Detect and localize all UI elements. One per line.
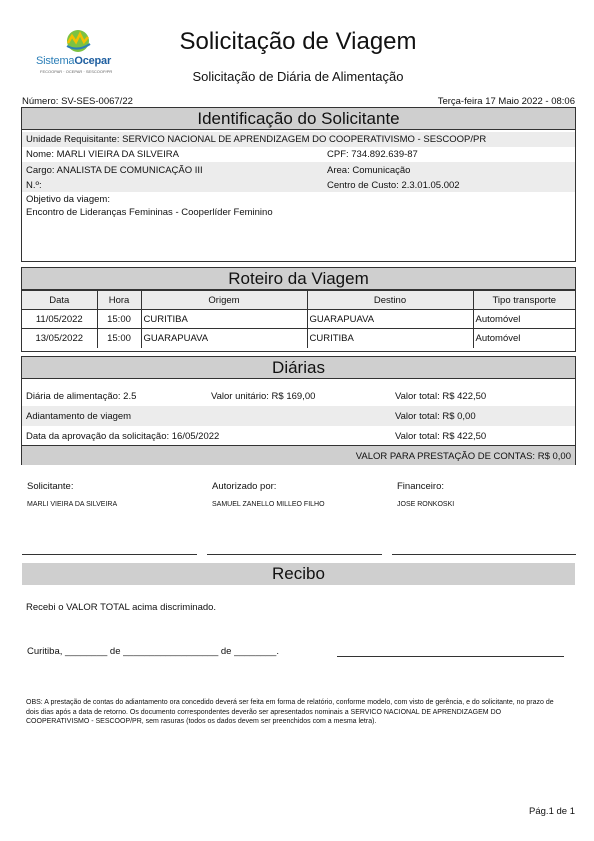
recibo-heading: Recibo	[22, 563, 575, 585]
cargo: Cargo: ANALISTA DE COMUNICAÇÃO III	[26, 165, 203, 176]
aprovacao-row	[22, 426, 575, 446]
request-date: Terça-feira 17 Maio 2022 - 08:06	[437, 96, 575, 107]
row-shade	[22, 177, 575, 192]
centro-de-custo: Centro de Custo: 2.3.01.05.002	[327, 180, 460, 191]
financeiro-label: Financeiro:	[397, 481, 444, 492]
request-number: Número: SV-SES-0067/22	[22, 96, 133, 107]
cell-destino: CURITIBA	[307, 329, 473, 348]
cell-hora: 15:00	[97, 310, 141, 329]
logo-tagline: FECOOPAR · OCEPAR · SESCOOP/PR	[40, 69, 113, 74]
cell-origem: GUARAPUAVA	[141, 329, 307, 348]
roteiro-heading: Roteiro da Viagem	[22, 268, 575, 290]
valor-unitario: Valor unitário: R$ 169,00	[211, 391, 316, 402]
column-header: Origem	[141, 291, 307, 310]
adiantamento-label: Adiantamento de viagem	[26, 411, 132, 422]
area: Area: Comunicação	[327, 165, 411, 176]
signature-line	[392, 554, 576, 555]
table-row	[22, 329, 575, 348]
autorizado-label: Autorizado por:	[212, 481, 277, 492]
document-title: Solicitação de Viagem	[179, 28, 417, 55]
table-row	[22, 310, 575, 329]
roteiro-table	[22, 290, 575, 348]
numero: N.º:	[26, 180, 42, 191]
objetivo-label: Objetivo da viagem:	[26, 194, 110, 205]
cell-transporte: Automóvel	[473, 310, 575, 329]
column-header: Destino	[307, 291, 473, 310]
identificacao-section	[21, 107, 576, 262]
cpf: CPF: 734.892.639-87	[327, 149, 418, 160]
logo-text: SistemaOcepar	[36, 55, 112, 67]
page-number: Pág.1 de 1	[529, 806, 575, 817]
diaria-alimentacao: Diária de alimentação: 2.5	[26, 391, 137, 402]
data-aprovacao: Data da aprovação da solicitação: 16/05/2022	[26, 431, 220, 442]
recibo-place-date: Curitiba, ________ de __________________ de ________.	[27, 646, 279, 657]
valor-total: Valor total: R$ 422,50	[395, 391, 487, 402]
prestacao-row	[22, 445, 575, 465]
cell-data: 13/05/2022	[22, 329, 97, 348]
objetivo-viagem: Encontro de Lideranças Femininas - Cooperlíder Feminino	[26, 207, 273, 218]
column-header: Data	[22, 291, 97, 310]
cell-hora: 15:00	[97, 329, 141, 348]
autorizado-name: SAMUEL ZANELLO MILLEO FILHO	[212, 501, 325, 508]
financeiro-name: JOSE RONKOSKI	[397, 501, 455, 508]
signature-line	[22, 554, 197, 555]
solicitante-name: MARLI VIEIRA DA SILVEIRA	[27, 501, 118, 508]
cell-transporte: Automóvel	[473, 329, 575, 348]
unidade-requisitante: Unidade Requisitante: SERVICO NACIONAL DE APRENDIZAGEM DO COOPERATIVISMO - SESCOOP/PR	[26, 134, 487, 145]
diaria-row	[22, 386, 575, 406]
nome: Nome: MARLI VIEIRA DA SILVEIRA	[26, 149, 179, 160]
diarias-heading: Diárias	[22, 357, 575, 379]
adiantamento-row	[22, 406, 575, 426]
table-header-row	[22, 291, 575, 310]
cell-destino: GUARAPUAVA	[307, 310, 473, 329]
recibo-text: Recebi o VALOR TOTAL acima discriminado.	[26, 602, 217, 613]
signature-line	[207, 554, 382, 555]
solicitante-label: Solicitante:	[27, 481, 74, 492]
diarias-section	[21, 356, 576, 465]
observation-text: OBS: A prestação de contas do adiantamento ora concedido deverá ser feita em forma de relatório, conforme modelo, com visto de gerência, e do solicitante, no prazo de dois dias após a data de retorno. Os documento correspondentes deverão ser apresentados nominais a SERVICO NACIONAL DE APRENDIZAGEM DO COOPERATIVISMO - SESCOOP/PR, sem rasuras (todos os dados devem ser preenchidos com a mesma letra).	[26, 699, 554, 725]
cell-origem: CURITIBA	[141, 310, 307, 329]
column-header: Tipo transporte	[473, 291, 575, 310]
roteiro-section	[21, 267, 576, 352]
valor-prestacao-contas: VALOR PARA PRESTAÇÃO DE CONTAS: R$ 0,00	[355, 451, 571, 462]
valor-total: Valor total: R$ 0,00	[395, 411, 476, 422]
document-subtitle: Solicitação de Diária de Alimentação	[192, 69, 404, 84]
identificacao-heading: Identificação do Solicitante	[22, 108, 575, 130]
cell-data: 11/05/2022	[22, 310, 97, 329]
recibo-signature-line	[337, 656, 564, 657]
column-header: Hora	[97, 291, 141, 310]
valor-total: Valor total: R$ 422,50	[395, 431, 487, 442]
